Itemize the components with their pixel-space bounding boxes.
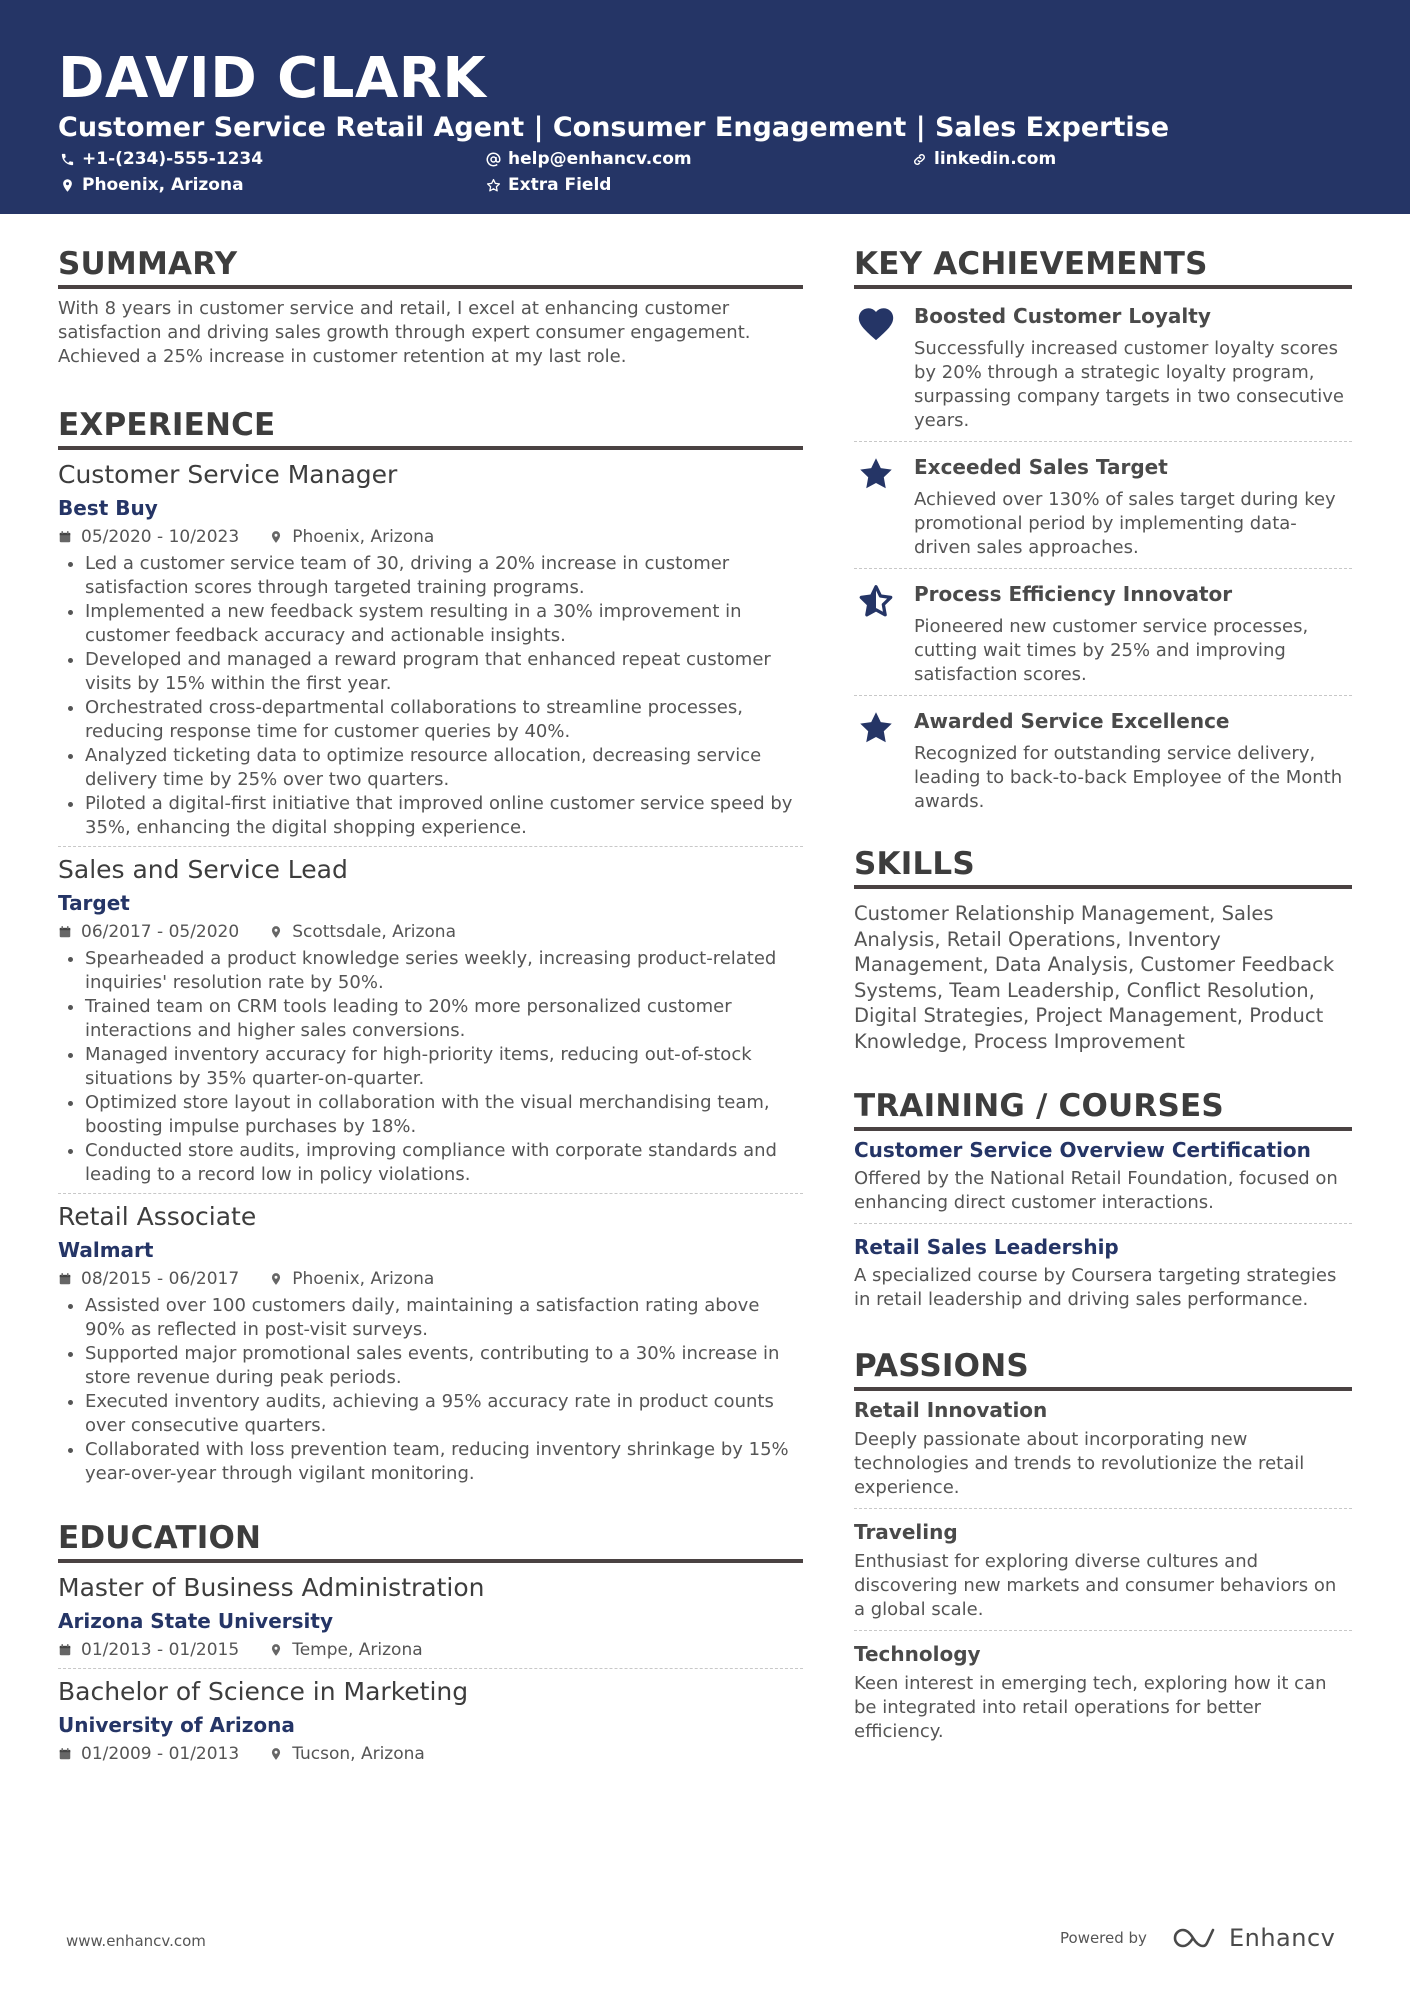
achievement-body xyxy=(914,708,1352,814)
education-location: Tucson, Arizona xyxy=(292,1744,425,1764)
training-text: A specialized course by Coursera targeting strategies in retail leadership and driving sales performance. xyxy=(854,1265,1337,1310)
location-text: Phoenix, Arizona xyxy=(82,175,244,195)
achievement-title: Process Efficiency Innovator xyxy=(914,582,1233,606)
job-location: Phoenix, Arizona xyxy=(292,1269,435,1289)
heart-icon xyxy=(856,305,896,341)
contact-email[interactable] xyxy=(486,148,692,170)
star-icon xyxy=(856,710,896,746)
education-meta xyxy=(58,1638,803,1662)
achievement-text: Pioneered new customer service processes, cutting wait times by 25% and improving satisfaction scores. xyxy=(914,616,1309,685)
job-meta xyxy=(58,525,803,549)
job-role: Retail Associate xyxy=(58,1202,257,1231)
education-entry xyxy=(58,1571,803,1668)
candidate-title: Customer Service Retail Agent | Consumer Engagement | Sales Expertise xyxy=(58,112,1170,143)
training-entry xyxy=(854,1133,1352,1223)
location-pin-icon xyxy=(269,1272,283,1286)
extra-field-text: Extra Field xyxy=(508,175,612,195)
star-outline-icon xyxy=(486,178,501,193)
contact-extra xyxy=(486,174,611,196)
job-bullet: Developed and managed a reward program that enhanced repeat customer visits by 15% within the first year. xyxy=(58,648,803,696)
achievements-section xyxy=(854,244,1352,822)
achievement-text: Achieved over 130% of sales target during key promotional period by implementing data-driven sales approaches. xyxy=(914,489,1336,558)
job-role: Sales and Service Lead xyxy=(58,855,348,884)
job-bullet: Spearheaded a product knowledge series weekly, increasing product-related inquiries' resolution rate by 50%. xyxy=(58,947,803,995)
achievement-body xyxy=(914,581,1352,687)
calendar-icon xyxy=(58,1747,72,1761)
education-meta xyxy=(58,1742,803,1766)
job-company: Target xyxy=(58,891,130,915)
education-location: Tempe, Arizona xyxy=(292,1640,423,1660)
location-pin-icon xyxy=(269,1643,283,1657)
education-heading: EDUCATION xyxy=(58,1518,803,1563)
email-text: help@enhancv.com xyxy=(508,149,692,169)
calendar-icon xyxy=(58,1272,72,1286)
experience-heading: EXPERIENCE xyxy=(58,405,803,450)
calendar-icon xyxy=(58,925,72,939)
education-location-wrap xyxy=(269,1742,425,1766)
job-location: Scottsdale, Arizona xyxy=(292,922,456,942)
left-column xyxy=(58,244,803,1772)
experience-section xyxy=(58,405,803,1492)
education-school: Arizona State University xyxy=(58,1609,333,1633)
passion-entry xyxy=(854,1393,1352,1508)
job-bullet: Collaborated with loss prevention team, reducing inventory shrinkage by 15% year-over-year through vigilant monitoring. xyxy=(58,1438,803,1486)
skills-text: Customer Relationship Management, Sales Analysis, Retail Operations, Inventory Management, Data Analysis, Customer Feedback Systems, Team Leadership, Conflict Resolution, Digital Strategies, Project Management, Product Knowledge, Process Improvement xyxy=(854,902,1335,1053)
skills-heading: SKILLS xyxy=(854,844,1352,889)
contact-location xyxy=(60,174,244,196)
job-bullets xyxy=(58,1294,803,1486)
education-section xyxy=(58,1518,803,1772)
job-entry xyxy=(58,846,803,1193)
job-bullet: Conducted store audits, improving compliance with corporate standards and leading to a record low in policy violations. xyxy=(58,1139,803,1187)
education-degree: Bachelor of Science in Marketing xyxy=(58,1677,469,1706)
summary-section xyxy=(58,244,803,369)
star-outline-icon xyxy=(856,583,896,619)
education-dates: 01/2009 - 01/2013 xyxy=(81,1744,240,1764)
achievement-body xyxy=(914,303,1352,433)
contact-phone[interactable] xyxy=(60,148,263,170)
job-company: Walmart xyxy=(58,1238,154,1262)
job-dates: 08/2015 - 06/2017 xyxy=(81,1269,240,1289)
linkedin-text: linkedin.com xyxy=(934,149,1057,169)
training-title: Customer Service Overview Certification xyxy=(854,1138,1311,1162)
job-bullet: Orchestrated cross-departmental collaborations to streamline processes, reducing response time for customer queries by 40%. xyxy=(58,696,803,744)
job-bullets xyxy=(58,947,803,1187)
powered-by-label: Powered by xyxy=(1060,1929,1147,1947)
job-role: Customer Service Manager xyxy=(58,460,398,489)
passion-entry xyxy=(854,1508,1352,1630)
achievement-title: Exceeded Sales Target xyxy=(914,455,1168,479)
skills-section xyxy=(854,844,1352,1054)
summary-text: With 8 years in customer service and retail, I excel at enhancing customer satisfaction and driving sales growth through expert consumer engagement. Achieved a 25% increase in customer retention at my last role. xyxy=(58,298,751,367)
passion-text: Enthusiast for exploring diverse cultures and discovering new markets and consumer behaviors on a global scale. xyxy=(854,1551,1337,1620)
job-bullet: Implemented a new feedback system resulting in a 30% improvement in customer feedback accuracy and actionable insights. xyxy=(58,600,803,648)
passion-text: Deeply passionate about incorporating new technologies and trends to revolutionize the retail experience. xyxy=(854,1429,1305,1498)
job-company: Best Buy xyxy=(58,496,158,520)
passions-section xyxy=(854,1346,1352,1752)
job-meta xyxy=(58,920,803,944)
achievement-icon-wrap xyxy=(854,303,914,433)
job-dates: 05/2020 - 10/2023 xyxy=(81,527,240,547)
achievement-item xyxy=(854,441,1352,568)
calendar-icon xyxy=(58,530,72,544)
achievement-icon-wrap xyxy=(854,454,914,560)
achievement-item xyxy=(854,291,1352,441)
star-icon xyxy=(856,456,896,492)
location-pin-icon xyxy=(269,530,283,544)
summary-heading: SUMMARY xyxy=(58,244,803,289)
achievement-text: Successfully increased customer loyalty scores by 20% through a strategic loyalty program, surpassing company targets in two consecutive years. xyxy=(914,338,1344,431)
job-bullet: Piloted a digital-first initiative that improved online customer service speed by 35%, enhancing the digital shopping experience. xyxy=(58,792,803,840)
achievement-icon-wrap xyxy=(854,708,914,814)
phone-text: +1-(234)-555-1234 xyxy=(82,149,264,169)
calendar-icon xyxy=(58,1643,72,1657)
passions-heading: PASSIONS xyxy=(854,1346,1352,1391)
enhancv-logo-icon xyxy=(1173,1926,1219,1950)
passion-entry xyxy=(854,1630,1352,1752)
passion-title: Traveling xyxy=(854,1520,958,1544)
passion-title: Technology xyxy=(854,1642,981,1666)
training-title: Retail Sales Leadership xyxy=(854,1235,1119,1259)
job-bullet: Managed inventory accuracy for high-priority items, reducing out-of-stock situations by 35% quarter-on-quarter. xyxy=(58,1043,803,1091)
achievement-item xyxy=(854,568,1352,695)
achievement-item xyxy=(854,695,1352,822)
resume-header xyxy=(0,0,1410,214)
achievement-title: Awarded Service Excellence xyxy=(914,709,1230,733)
contact-linkedin[interactable] xyxy=(912,148,1056,170)
job-location-wrap xyxy=(269,1267,434,1291)
job-bullet: Analyzed ticketing data to optimize resource allocation, decreasing service delivery time by 25% over two quarters. xyxy=(58,744,803,792)
link-icon xyxy=(912,152,927,167)
job-entry xyxy=(58,1193,803,1492)
job-entry xyxy=(58,458,803,846)
job-bullets xyxy=(58,552,803,840)
achievement-title: Boosted Customer Loyalty xyxy=(914,304,1211,328)
training-heading: TRAINING / COURSES xyxy=(854,1086,1352,1131)
brand-name: Enhancv xyxy=(1228,1924,1336,1952)
job-location-wrap xyxy=(269,525,434,549)
training-section xyxy=(854,1086,1352,1320)
job-bullet: Assisted over 100 customers daily, maintaining a satisfaction rating above 90% as reflected in post-visit surveys. xyxy=(58,1294,803,1342)
education-dates: 01/2013 - 01/2015 xyxy=(81,1640,240,1660)
training-text: Offered by the National Retail Foundation, focused on enhancing direct customer interactions. xyxy=(854,1168,1338,1213)
at-sign-icon xyxy=(486,152,501,167)
achievement-body xyxy=(914,454,1352,560)
location-pin-icon xyxy=(269,925,283,939)
footer-website[interactable]: www.enhancv.com xyxy=(66,1932,206,1950)
training-entry xyxy=(854,1223,1352,1320)
job-bullet: Trained team on CRM tools leading to 20% more personalized customer interactions and higher sales conversions. xyxy=(58,995,803,1043)
location-pin-icon xyxy=(269,1747,283,1761)
job-location: Phoenix, Arizona xyxy=(292,527,435,547)
education-school: University of Arizona xyxy=(58,1713,295,1737)
location-pin-icon xyxy=(60,178,75,193)
education-entry xyxy=(58,1668,803,1772)
candidate-name: DAVID CLARK xyxy=(58,46,487,111)
achievement-text: Recognized for outstanding service delivery, leading to back-to-back Employee of the Month awards. xyxy=(914,743,1343,812)
job-bullet: Led a customer service team of 30, driving a 20% increase in customer satisfaction scores through targeted training programs. xyxy=(58,552,803,600)
footer-branding xyxy=(1060,1924,1335,1952)
job-bullet: Supported major promotional sales events, contributing to a 30% increase in store revenue during peak periods. xyxy=(58,1342,803,1390)
job-bullet: Executed inventory audits, achieving a 95% accuracy rate in product counts over consecutive quarters. xyxy=(58,1390,803,1438)
passion-text: Keen interest in emerging tech, exploring how it can be integrated into retail operations for better efficiency. xyxy=(854,1673,1327,1742)
education-degree: Master of Business Administration xyxy=(58,1573,485,1602)
job-bullet: Optimized store layout in collaboration with the visual merchandising team, boosting impulse purchases by 18%. xyxy=(58,1091,803,1139)
phone-icon xyxy=(60,152,75,167)
achievement-icon-wrap xyxy=(854,581,914,687)
passion-title: Retail Innovation xyxy=(854,1398,1048,1422)
job-location-wrap xyxy=(269,920,456,944)
job-dates: 06/2017 - 05/2020 xyxy=(81,922,240,942)
right-column xyxy=(854,244,1352,1752)
job-meta xyxy=(58,1267,803,1291)
education-location-wrap xyxy=(269,1638,422,1662)
achievements-heading: KEY ACHIEVEMENTS xyxy=(854,244,1352,289)
